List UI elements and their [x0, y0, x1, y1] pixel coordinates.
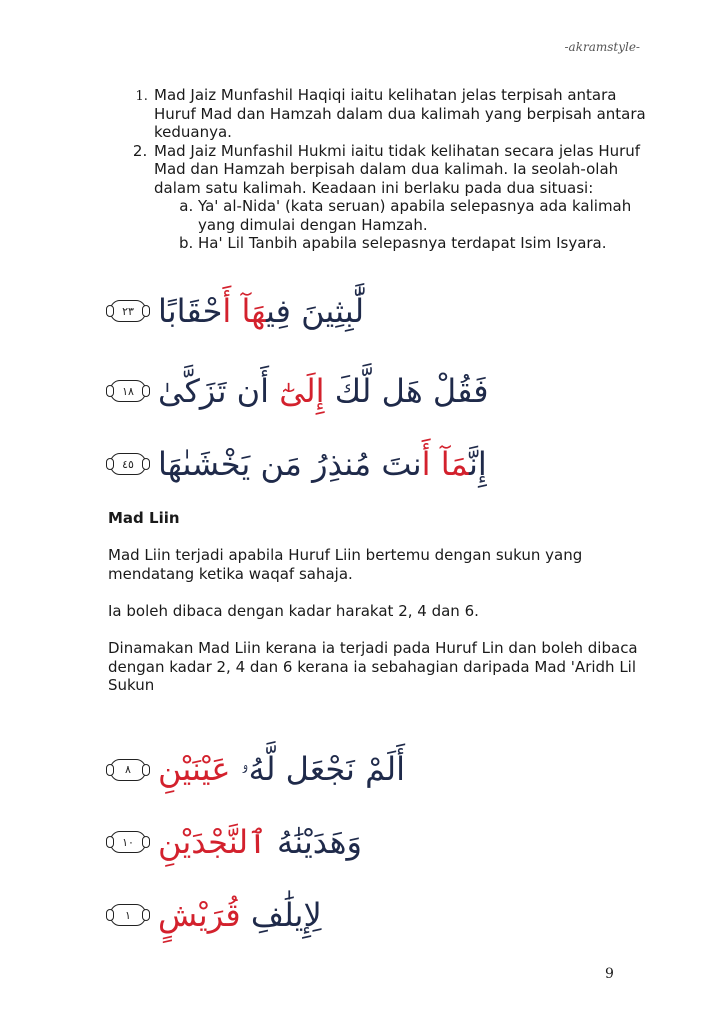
list-item	[152, 142, 648, 253]
sub-list-item-text: Ha' Lil Tanbih apabila selepasnya terdapat Isim Isyara.	[198, 234, 607, 252]
verse-highlight: مَآ أَ	[421, 445, 469, 483]
ayah-number-marker: ١٨	[110, 380, 146, 402]
verse-row	[110, 823, 362, 861]
verse-text: لَّٰبِثِينَ فِي	[265, 292, 365, 330]
verse-row	[110, 896, 322, 934]
page-number: 9	[605, 966, 614, 982]
verse-text: إِنَّ	[468, 445, 487, 483]
arabic-verse	[158, 823, 362, 861]
arabic-verse	[158, 445, 487, 483]
verse-text: أَلَمْ نَجْعَل لَّهُۥ	[230, 750, 406, 788]
list-item-text: Mad Jaiz Munfashil Haqiqi iaitu kelihatan jelas terpisah antara Huruf Mad dan Hamzah dalam dua kalimah yang berpisah antara keduanya.	[154, 86, 646, 141]
arabic-verse	[158, 750, 405, 789]
arabic-verse	[158, 372, 489, 410]
mad-jaiz-list	[108, 86, 648, 253]
verse-highlight: قُرَيْشٍ	[158, 896, 241, 934]
verse-text: لِإِيلَٰفِ	[240, 896, 322, 934]
verse-text: وَهَدَيْنَٰهُ	[266, 823, 362, 861]
situation-list	[154, 197, 648, 253]
list-item-text: Mad Jaiz Munfashil Hukmi iaitu tidak kelihatan secara jelas Huruf Mad dan Hamzah berpisah dalam dua kalimah. Ia seolah-olah dalam satu kalimah. Keadaan ini berlaku pada dua situasi:	[154, 141, 641, 197]
sub-list-item	[198, 234, 648, 253]
verse-row	[110, 750, 405, 789]
verse-row	[110, 372, 489, 410]
list-item	[152, 86, 648, 142]
verse-text: فَقُلْ هَل لَّكَ	[324, 372, 489, 410]
arabic-verse	[158, 292, 364, 330]
paragraph: Mad Liin terjadi apabila Huruf Liin bertemu dengan sukun yang mendatang ketika waqaf sahaja.	[108, 546, 583, 583]
page-body	[108, 86, 648, 253]
sub-list-item	[198, 197, 648, 234]
verse-highlight: ٱلنَّجْدَيْنِ	[158, 823, 267, 861]
verse-text: نتَ مُنذِرُ مَن يَخْشَىٰهَا	[158, 445, 422, 483]
paragraph: Dinamakan Mad Liin kerana ia terjadi pada Huruf Lin dan boleh dibaca dengan kadar 2, 4 dan 6 kerana ia sebahagian daripada Mad 'Aridh Lil Sukun	[108, 639, 638, 694]
verse-row	[110, 445, 487, 483]
verse-text: أَن تَزَكَّىٰ	[158, 372, 280, 410]
ayah-number-marker: ٢٣	[110, 300, 146, 322]
paragraph: Ia boleh dibaca dengan kadar harakat 2, 4 dan 6.	[108, 602, 479, 620]
verse-row	[110, 292, 364, 330]
ayah-number-marker: ٤٥	[110, 453, 146, 475]
ayah-number-marker: ٨	[110, 759, 146, 781]
verse-highlight: عَيْنَيْنِ	[158, 750, 231, 788]
ayah-number-marker: ١٠	[110, 831, 146, 853]
ayah-number-marker: ١	[110, 904, 146, 926]
section-heading: Mad Liin	[108, 509, 180, 527]
arabic-verse	[158, 896, 322, 934]
sub-list-item-text: Ya' al-Nida' (kata seruan) apabila selepasnya ada kalimah yang dimulai dengan Hamzah.	[198, 197, 632, 234]
verse-highlight: هَآ أَ	[222, 292, 266, 330]
watermark: -akramstyle-	[564, 40, 640, 54]
verse-text: حْقَابًا	[158, 292, 223, 330]
verse-highlight: إِلَىٰٓ	[279, 372, 325, 410]
